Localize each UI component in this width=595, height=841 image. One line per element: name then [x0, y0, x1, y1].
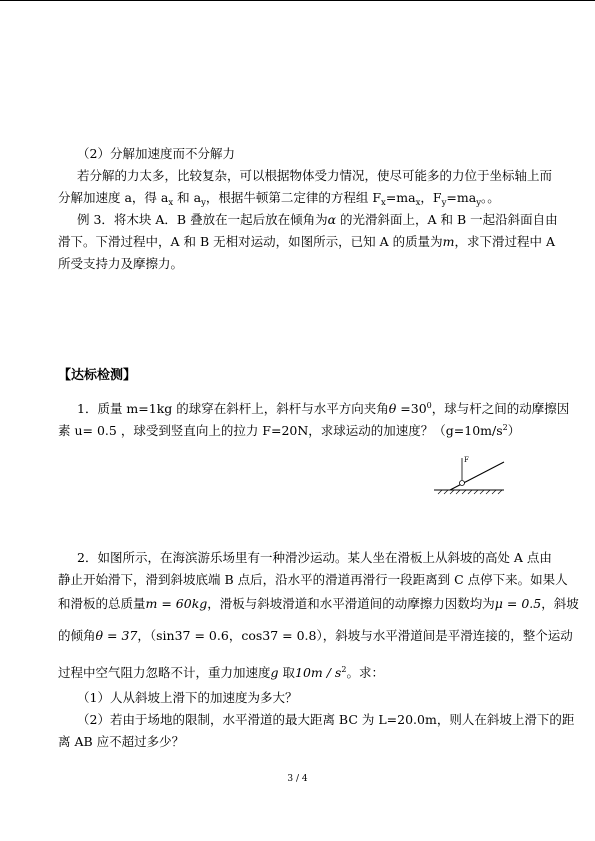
section-title: （2）分解加速度而不分解力: [77, 146, 235, 161]
question-2-line: 过程中空气阻力忽略不计，重力加速度g 取$10m / s^2$。求：: [58, 665, 384, 680]
example-3-line: 例 3．将木块 A．B 叠放在一起后放在倾角为α 的光滑斜面上，A 和 B 一起沿斜面自由: [77, 212, 558, 227]
question-2-subquestion-2: 离 AB 应不超过多少？: [58, 734, 185, 749]
question-2-subquestion-2: （2）若由于场地的限制，水平滑道的最大距离 BC 为 L=20.0m，则人在斜坡上滑下的距: [77, 712, 575, 727]
question-2-line: 和滑板的总质量m = 60kg，滑板与斜坡滑道和水平滑道间的动摩擦力因数均为μ = 0.5，斜坡: [58, 596, 579, 611]
question-1-line: 1．质量 m=1kg 的球穿在斜杆上，斜杆与水平方向夹角$\theta =30^0$，球与杆之间的动摩擦因: [77, 401, 570, 416]
question-2-line: 静止开始滑下，滑到斜坡底端 B 点后，沿水平的滑道再滑行一段距离到 C 点停下来。如果人: [58, 572, 568, 587]
paragraph-line: 若分解的力太多，比较复杂，可以根据物体受力情况，使尽可能多的力位于坐标轴上而: [77, 168, 553, 183]
section-heading: 【达标检测】: [58, 368, 137, 383]
question-2-subquestion-1: （1）人从斜坡上滑下的加速度为多大？: [77, 690, 298, 705]
incline-rod-figure: [430, 452, 520, 497]
question-2-line: 的倾角θ = 37，（sin37 = 0.6，cos37 = 0.8），斜坡与水平滑道间是平滑连接的，整个运动: [58, 628, 573, 643]
page-top-border: [0, 0, 595, 1]
question-1-line: 素 u= 0.5 ，球受到竖直向上的拉力 F=20N，求球运动的加速度？$(g=10m/s^2)$: [58, 423, 521, 438]
force-label: F: [464, 456, 469, 464]
question-2-line: 2．如图所示，在海滨游乐场里有一种滑沙运动。某人坐在滑板上从斜坡的高处 A 点由: [77, 550, 552, 565]
example-3-line: 滑下。下滑过程中，A 和 B 无相对运动，如图所示，已知 A 的质量为m，求下滑过程中 A: [58, 234, 555, 249]
example-3-line: 所受支持力及摩擦力。: [58, 256, 184, 271]
paragraph-line: 分解加速度 a，得 $a_x$ 和 $a_y$，根据牛顿第二定律的方程组 $F_x=ma_x$，$F_y=ma_y$。。: [58, 190, 500, 208]
page-number: 3 / 4: [287, 774, 308, 784]
